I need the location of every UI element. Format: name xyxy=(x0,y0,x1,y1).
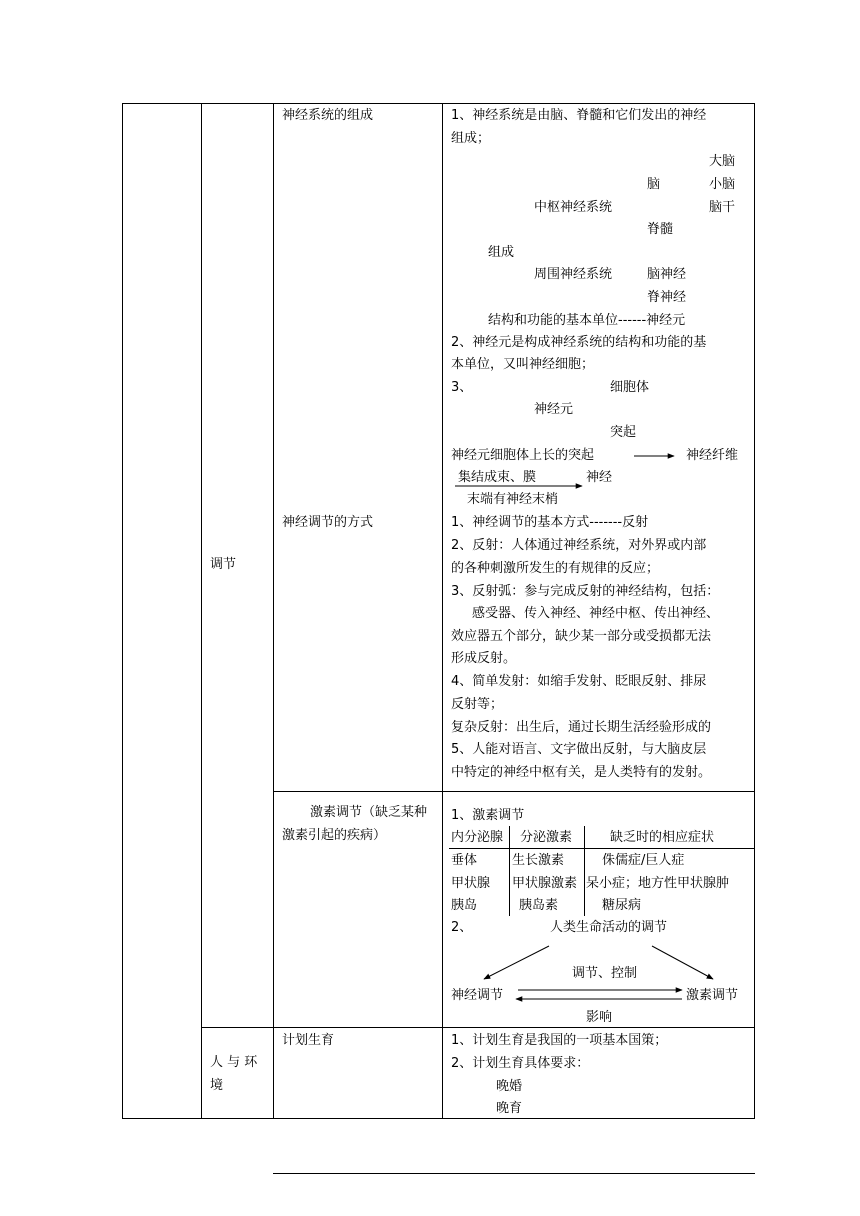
hormone-table-divider-1 xyxy=(509,826,510,916)
hormone-table-cell: 甲状腺 xyxy=(451,876,491,891)
hormone-table-header: 内分泌腺 xyxy=(451,830,504,845)
label-nervous-regulation: 神经调节 xyxy=(451,988,504,1003)
text-line: 感受器、传入神经、神经中枢、传出神经、 xyxy=(472,606,720,621)
hormone-table-cell: 侏儒症/巨人症 xyxy=(602,853,685,868)
text-line: 组成； xyxy=(451,131,491,146)
label-influence: 影响 xyxy=(586,1010,613,1025)
label-regulation-control: 调节、控制 xyxy=(572,966,638,981)
arrow-right-to-hormone-regulation xyxy=(652,946,713,979)
tree-node-neuron: 神经元 xyxy=(534,402,574,417)
text-line: 2、计划生育具体要求： xyxy=(451,1056,590,1071)
hormone-table-cell: 呆小症；地方性甲状腺肿 xyxy=(586,876,730,891)
text-line: 的各种刺激所发生的有规律的反应； xyxy=(451,561,660,576)
topic-nervous-regulation: 神经调节的方式 xyxy=(282,515,374,530)
text-line: 效应器五个部分，缺少某一部分或受损都无法 xyxy=(451,629,712,644)
tree-node-brainstem: 脑干 xyxy=(709,200,736,215)
tree-node-spinal-nerves: 脊神经 xyxy=(647,290,687,305)
text-line: 复杂反射：出生后，通过长期生活经验形成的 xyxy=(451,720,712,735)
hormone-table-divider-2 xyxy=(584,826,585,916)
text-line: 2、 xyxy=(451,920,473,935)
tree-node-cranial-nerves: 脑神经 xyxy=(647,267,687,282)
label-nerve-endings: 末端有神经末梢 xyxy=(467,492,559,507)
tree-node-cerebellum: 小脑 xyxy=(709,177,736,192)
text-line: 1、计划生育是我国的一项基本国策； xyxy=(451,1033,668,1048)
text-line: 反射等； xyxy=(451,697,504,712)
hormone-table-cell: 胰岛 xyxy=(451,898,478,913)
text-line: 中特定的神经中枢有关，是人类特有的发射。 xyxy=(451,765,712,780)
text-line: 5、人能对语言、文字做出反射，与大脑皮层 xyxy=(451,742,707,757)
diagram-title-life-regulation: 人类生命活动的调节 xyxy=(550,920,668,935)
text-line: 结构和功能的基本单位------神经元 xyxy=(488,313,686,328)
footer-rule xyxy=(273,1173,755,1174)
hormone-table-header-rule xyxy=(449,848,754,849)
hormone-table-header: 分泌激素 xyxy=(520,830,573,845)
text-line: 1、神经系统是由脑、脊髓和它们发出的神经 xyxy=(451,108,707,123)
text-line: 4、简单发射：如缩手发射、眨眼反射、排尿 xyxy=(451,674,707,689)
topic-hormone-regulation: 激素调节（缺乏某种激素引起的疾病） xyxy=(282,805,428,843)
tree-node-composition: 组成 xyxy=(488,245,515,260)
hormone-table-cell: 垂体 xyxy=(451,853,478,868)
arrow-left-to-nervous-regulation xyxy=(484,946,549,979)
tree-node-central-nervous-system: 中枢神经系统 xyxy=(534,200,613,215)
label-bundled-with-membrane: 集结成束、膜 xyxy=(458,470,537,485)
text-line: 晚育 xyxy=(496,1101,523,1116)
tree-node-brain: 脑 xyxy=(647,177,661,192)
text-line: 本单位，又叫神经细胞； xyxy=(451,357,595,372)
tree-node-cell-body: 细胞体 xyxy=(610,380,650,395)
section-label-regulation: 调节 xyxy=(210,557,237,572)
label-nerve-fiber: 神经纤维 xyxy=(686,448,739,463)
text-line: 3、反射弧：参与完成反射的神经结构，包括： xyxy=(451,584,720,599)
text-line: 1、神经调节的基本方式-------反射 xyxy=(451,515,649,530)
text-line: 2、反射：人体通过神经系统，对外界或内部 xyxy=(451,538,707,553)
tree-node-peripheral-nervous-system: 周围神经系统 xyxy=(534,267,613,282)
topic-family-planning: 计划生育 xyxy=(282,1033,335,1048)
tree-node-cerebrum: 大脑 xyxy=(709,154,736,169)
text-line: 2、神经元是构成神经系统的结构和功能的基 xyxy=(451,335,707,350)
hormone-table-cell: 生长激素 xyxy=(512,853,565,868)
text-line: 3、 xyxy=(451,380,473,395)
section-label-human-environment-2: 境 xyxy=(210,1078,224,1093)
topic-nervous-system-composition: 神经系统的组成 xyxy=(282,108,374,123)
tree-node-spinal-cord: 脊髓 xyxy=(647,222,674,237)
section-label-human-environment-1: 人 与 环 xyxy=(210,1055,258,1070)
hormone-table-cell: 胰岛素 xyxy=(519,898,559,913)
label-hormone-regulation: 激素调节 xyxy=(686,988,739,1003)
hormone-table-header: 缺乏时的相应症状 xyxy=(610,830,715,845)
tree-node-process: 突起 xyxy=(610,425,637,440)
text-line: 晚婚 xyxy=(496,1079,523,1094)
text-line: 形成反射。 xyxy=(451,651,517,666)
text-line: 1、激素调节 xyxy=(451,808,525,823)
hormone-table-cell: 甲状腺激素 xyxy=(512,876,578,891)
text-line: 神经元细胞体上长的突起 xyxy=(451,448,595,463)
hormone-table-cell: 糖尿病 xyxy=(602,898,642,913)
label-nerve: 神经 xyxy=(586,470,613,485)
